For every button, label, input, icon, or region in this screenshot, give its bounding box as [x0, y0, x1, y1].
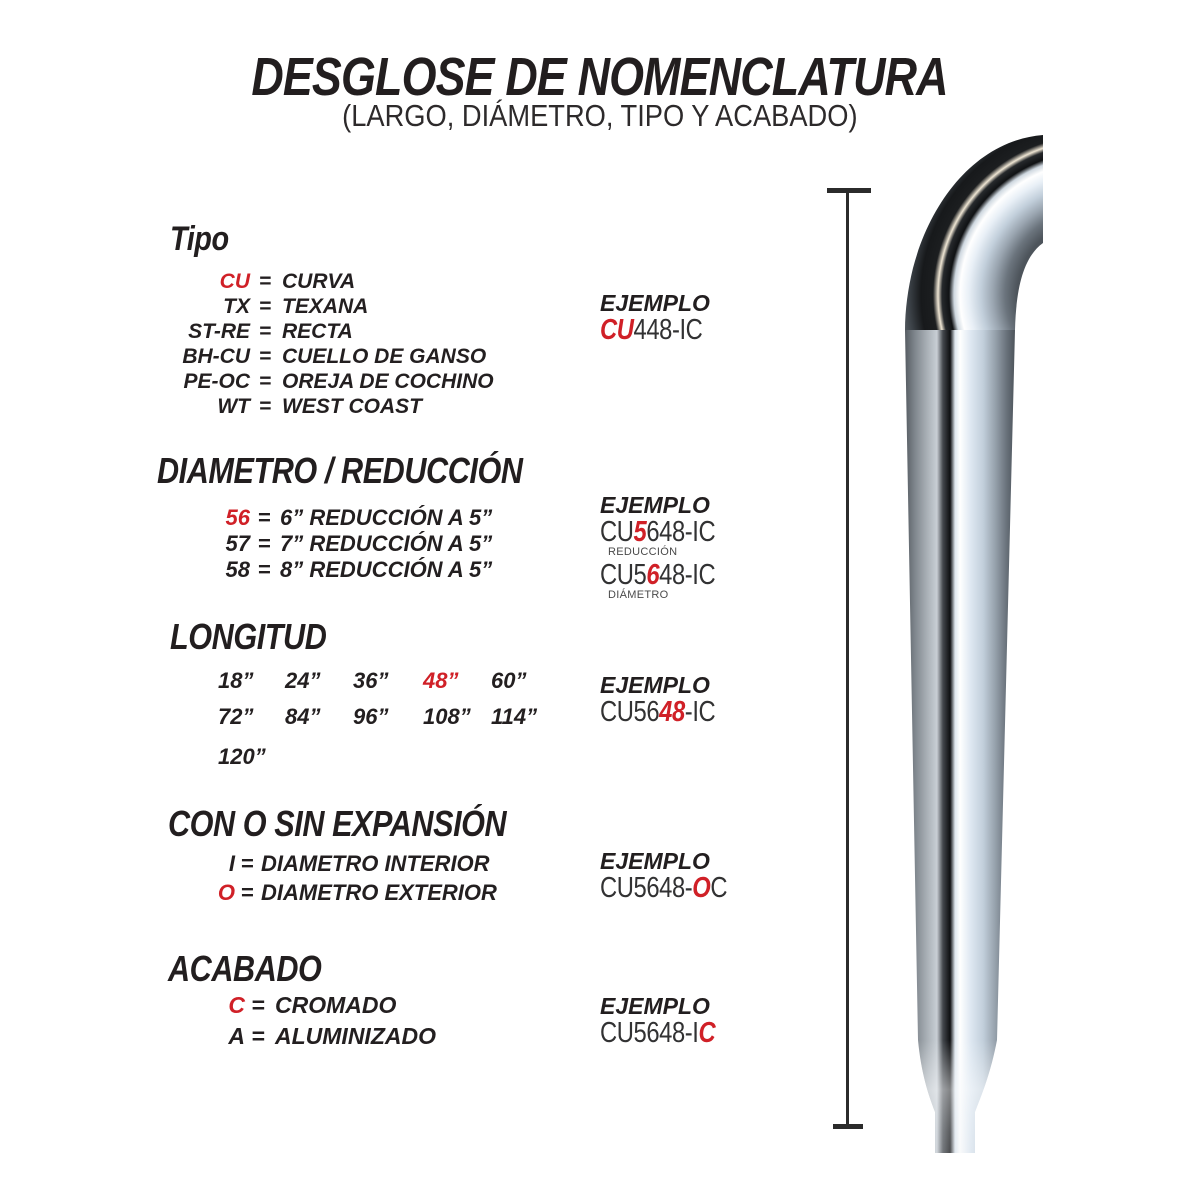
equals-sign: =: [258, 370, 272, 393]
equals-sign: =: [258, 295, 272, 318]
ejemplo-code: [600, 1017, 716, 1049]
tipo-row-wt: [158, 394, 494, 419]
diametro-row-56: [158, 505, 492, 531]
page-subtitle-text: (LARGO, DIÁMETRO, TIPO Y ACABADO): [342, 98, 858, 133]
code-post: C: [710, 872, 728, 904]
equals-sign: =: [257, 505, 271, 530]
tipo-code-peoc: PE-OC: [183, 370, 250, 393]
ejemplo-code: [600, 314, 703, 346]
ejemplo-longitud: [600, 672, 741, 728]
ejemplo-label: EJEMPLO: [600, 993, 710, 1019]
section-heading-expansion: CON O SIN EXPANSIÓN: [168, 803, 507, 844]
longitud-60: 60”: [491, 668, 527, 693]
ejemplo-tipo: [600, 290, 725, 346]
ejemplo-label: EJEMPLO: [600, 672, 710, 698]
expansion-code-i: I: [228, 851, 235, 876]
code-highlight: 6: [646, 559, 660, 591]
ejemplo-label: EJEMPLO: [600, 290, 710, 316]
code-pre: CU: [600, 516, 634, 548]
exhaust-pipe-image: [830, 100, 1100, 1200]
longitud-120: 120”: [218, 744, 266, 769]
expansion-desc-exterior: DIAMETRO EXTERIOR: [261, 880, 497, 905]
equals-sign: =: [258, 395, 272, 418]
expansion-row-i: [158, 849, 497, 878]
diametro-list: [158, 505, 492, 583]
tipo-desc-curva: CURVA: [282, 270, 356, 293]
section-heading-longitud: LONGITUD: [170, 616, 327, 657]
acabado-list: [158, 990, 436, 1052]
ejemplo-acabado: [600, 993, 741, 1049]
longitud-108: 108”: [423, 704, 471, 729]
tipo-code-wt: WT: [217, 395, 250, 418]
section-heading-diametro: DIAMETRO / REDUCCIÓN: [157, 450, 523, 491]
longitud-row-2: [218, 705, 537, 729]
diametro-code-57: 57: [225, 531, 250, 556]
acabado-code-a: A: [228, 1023, 245, 1049]
ejemplo-code: [600, 696, 716, 728]
section-heading-acabado: ACABADO: [168, 948, 322, 989]
pipe-body-haze: [905, 330, 1015, 1153]
tipo-row-tx: [158, 294, 494, 319]
acabado-desc-cromado: CROMADO: [275, 992, 397, 1018]
acabado-row-a: [158, 1021, 436, 1052]
code-pre: CU56: [600, 696, 660, 728]
tipo-row-stre: [158, 319, 494, 344]
longitud-24: 24”: [285, 668, 321, 693]
ejemplo-code-reduccion: [600, 516, 716, 548]
longitud-18: 18”: [218, 668, 254, 693]
equals-sign: =: [251, 1023, 265, 1049]
diametro-code-56: 56: [225, 505, 250, 530]
tipo-row-peoc: [158, 369, 494, 394]
code-highlight: O: [692, 872, 711, 904]
equals-sign: =: [257, 557, 271, 582]
tipo-desc-westcoast: WEST COAST: [282, 395, 422, 418]
longitud-72: 72”: [218, 704, 254, 729]
code-pre: CU5: [600, 559, 647, 591]
pipe-bend: [905, 135, 1043, 330]
diametro-row-57: [158, 531, 492, 557]
expansion-code-o: O: [217, 880, 235, 905]
equals-sign: =: [257, 531, 271, 556]
longitud-96: 96”: [353, 704, 389, 729]
code-post: 448-IC: [633, 314, 703, 346]
code-highlight: 5: [633, 516, 647, 548]
ejemplo-label: EJEMPLO: [600, 492, 710, 518]
expansion-list: [158, 849, 497, 907]
ejemplo-code: [600, 872, 728, 904]
page-title-text: DESGLOSE DE NOMENCLATURA: [251, 47, 949, 107]
caption-diametro: DIÁMETRO: [608, 589, 669, 601]
ejemplo-label: EJEMPLO: [600, 848, 710, 874]
diametro-row-58: [158, 557, 492, 583]
expansion-desc-interior: DIAMETRO INTERIOR: [261, 851, 490, 876]
code-pre: CU5648-I: [600, 1017, 699, 1049]
ejemplo-expansion: [600, 848, 755, 904]
diametro-desc-56: 6” REDUCCIÓN A 5”: [280, 505, 493, 530]
longitud-84: 84”: [285, 704, 321, 729]
equals-sign: =: [240, 851, 254, 876]
tipo-desc-oreja: OREJA DE COCHINO: [282, 370, 494, 393]
caption-reduccion: REDUCCIÓN: [608, 546, 678, 558]
code-highlight: 48: [659, 696, 685, 728]
tipo-row-bhcu: [158, 344, 494, 369]
tipo-list: [158, 269, 494, 419]
tipo-code-cu: CU: [219, 270, 250, 293]
expansion-row-o: [158, 878, 497, 907]
section-heading-tipo: Tipo: [170, 220, 229, 258]
ejemplo-diametro: [600, 494, 741, 606]
tipo-code-bhcu: BH-CU: [182, 345, 250, 368]
code-highlight: C: [698, 1017, 716, 1049]
tipo-desc-texana: TEXANA: [282, 295, 369, 318]
equals-sign: =: [258, 320, 272, 343]
code-post: -IC: [684, 696, 716, 728]
ejemplo-code-diametro: [600, 559, 716, 591]
longitud-row-1: [218, 669, 526, 693]
equals-sign: =: [240, 880, 254, 905]
tipo-code-stre: ST-RE: [188, 320, 250, 343]
diametro-desc-58: 8” REDUCCIÓN A 5”: [280, 557, 493, 582]
tipo-code-tx: TX: [223, 295, 250, 318]
tipo-desc-recta: RECTA: [282, 320, 353, 343]
code-post: 648-IC: [646, 516, 716, 548]
acabado-desc-aluminizado: ALUMINIZADO: [275, 1023, 436, 1049]
code-post: 48-IC: [659, 559, 716, 591]
tipo-desc-cuello: CUELLO DE GANSO: [282, 345, 487, 368]
acabado-row-c: [158, 990, 436, 1021]
equals-sign: =: [251, 992, 265, 1018]
diametro-desc-57: 7” REDUCCIÓN A 5”: [280, 531, 493, 556]
equals-sign: =: [258, 270, 272, 293]
code-pre: CU5648-: [600, 872, 693, 904]
longitud-36: 36”: [353, 668, 389, 693]
diametro-code-58: 58: [225, 557, 250, 582]
acabado-code-c: C: [228, 992, 245, 1018]
tipo-row-cu: [158, 269, 494, 294]
longitud-48-highlighted: 48”: [423, 668, 459, 693]
longitud-114: 114”: [491, 704, 538, 729]
equals-sign: =: [258, 345, 272, 368]
code-highlight: CU: [600, 314, 634, 346]
longitud-row-3: [218, 745, 491, 769]
